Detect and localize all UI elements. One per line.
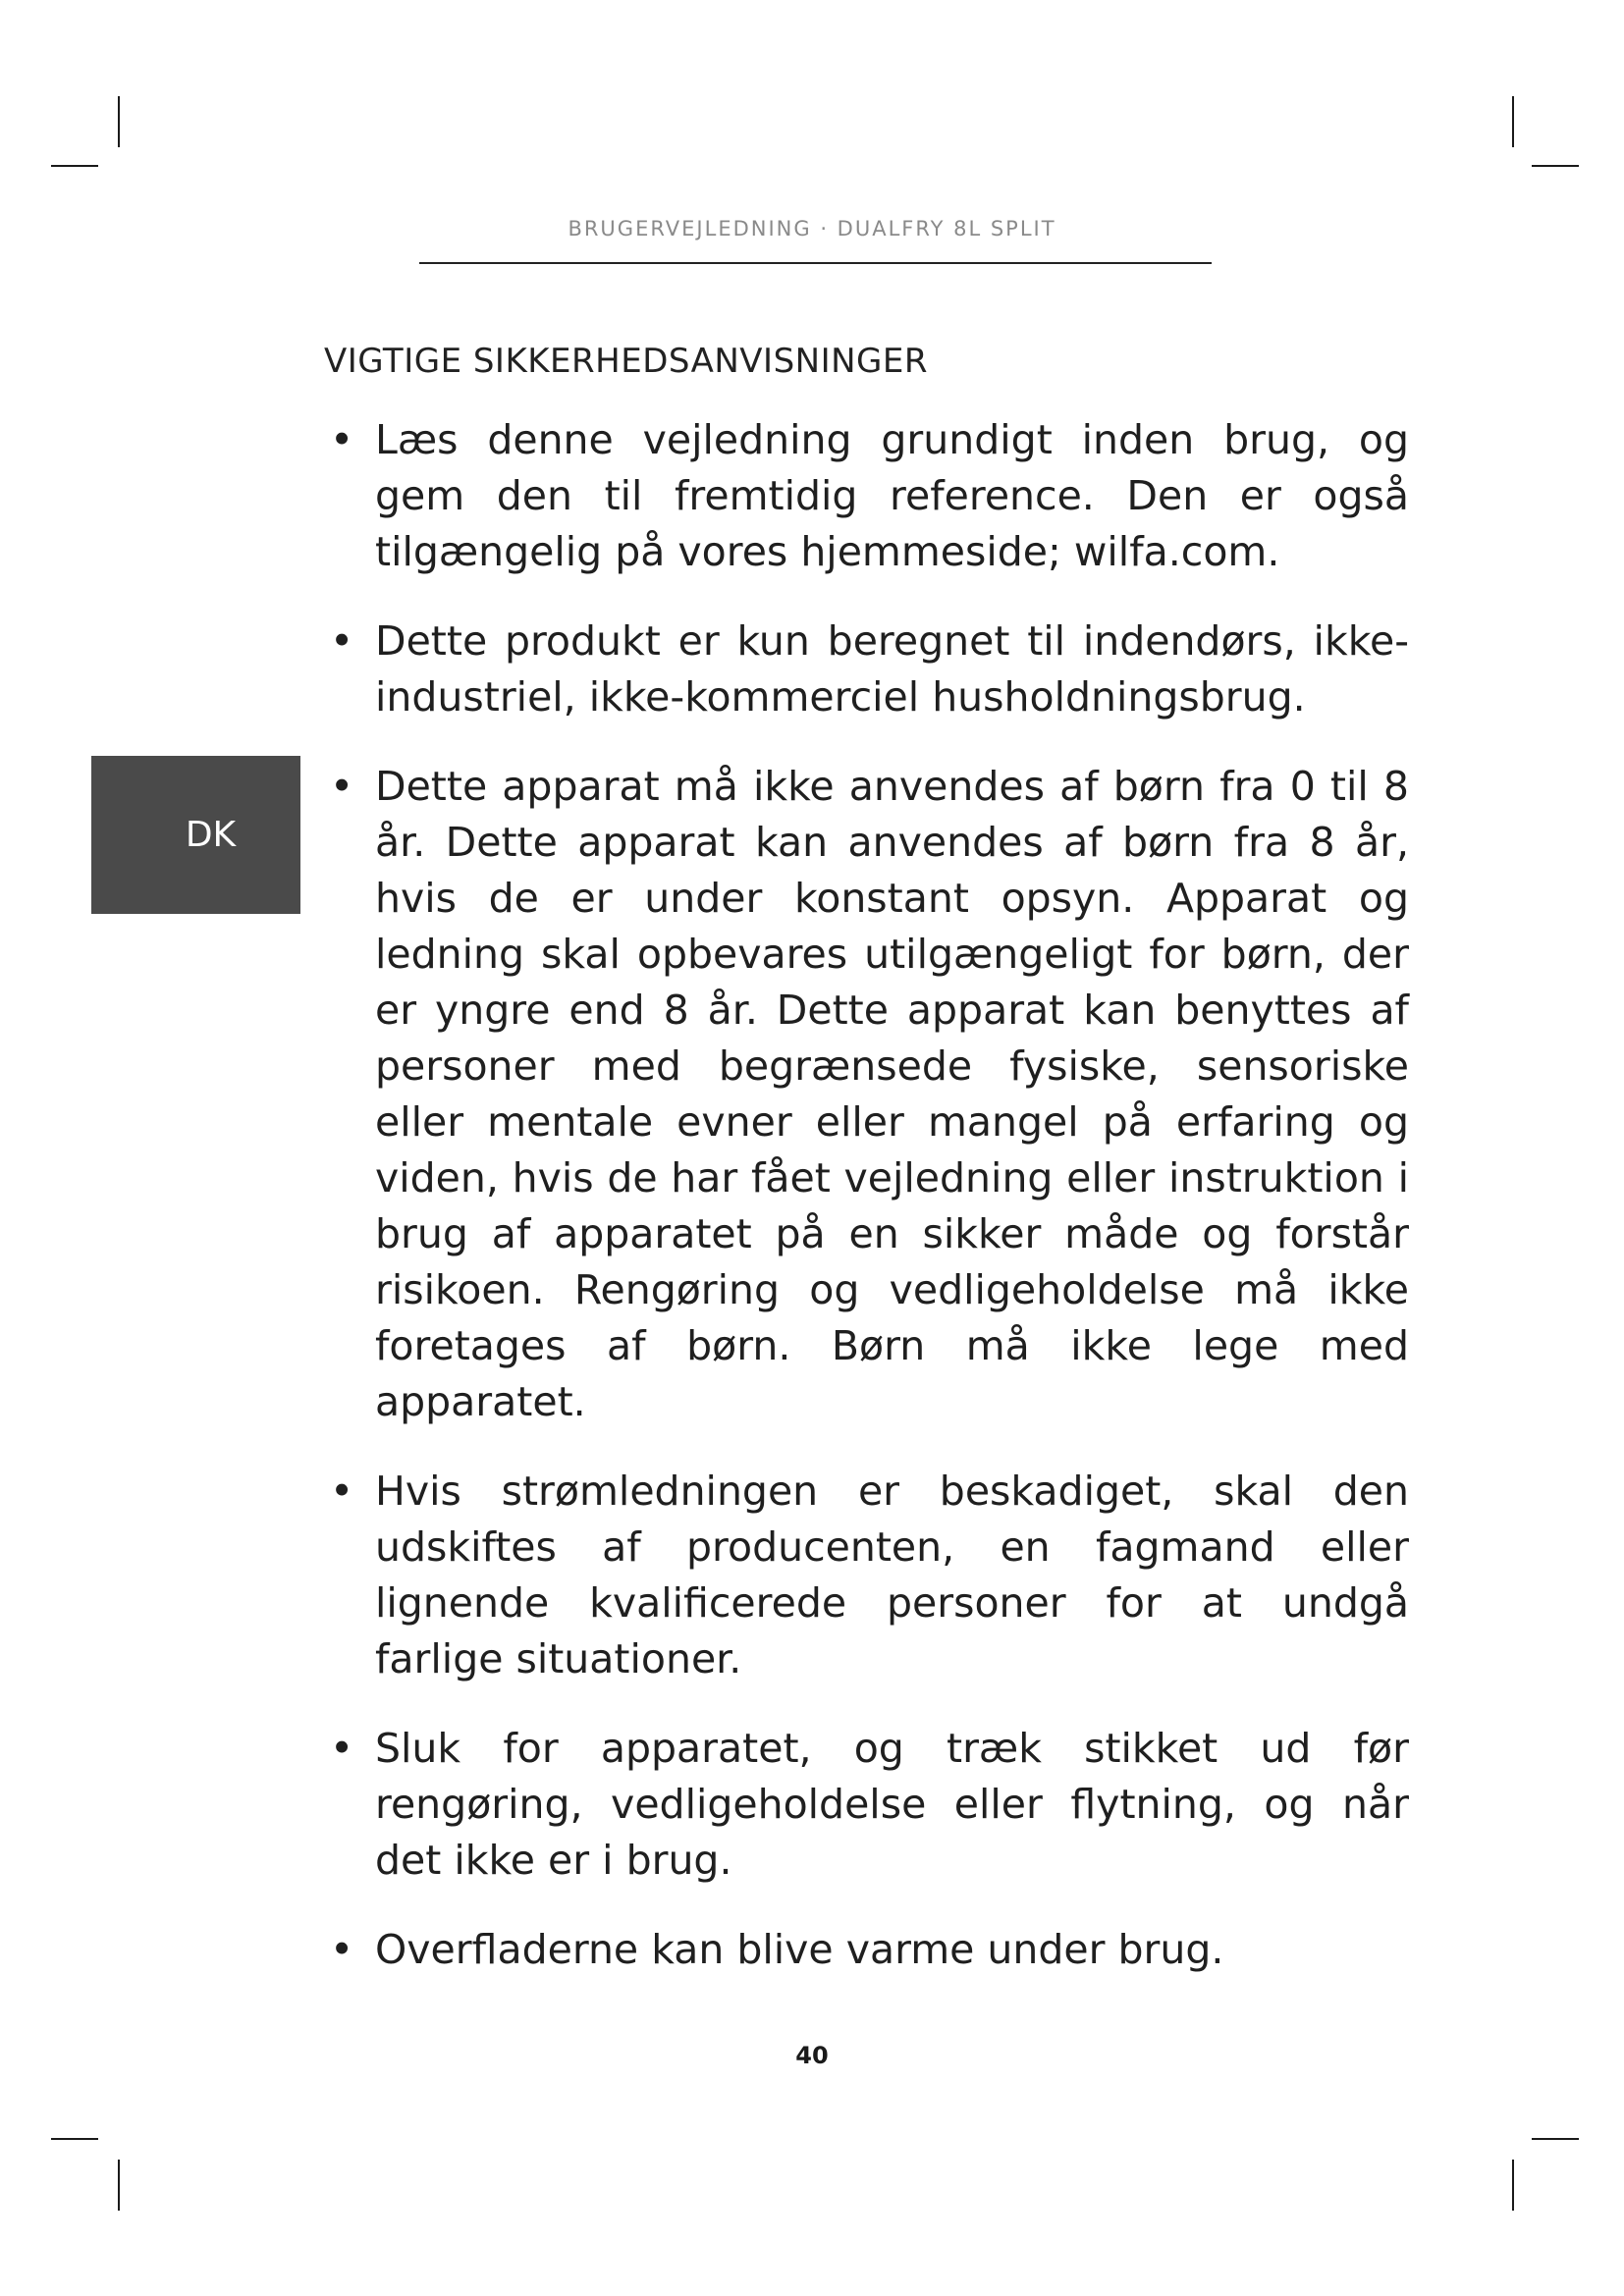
bullet-icon: • [330, 1725, 354, 1772]
list-item [324, 1922, 1409, 1978]
running-header: BRUGERVEJLEDNING · DUALFRY 8L SPLIT [568, 217, 1056, 240]
list-item-text: Hvis strømledningen er beskadiget, skal den udskiftes af producenten, en fagmand eller lignende kvalificerede personer for at undgå farlige situationer. [375, 1468, 1409, 1682]
list-item [324, 1464, 1409, 1687]
list-item-text: Dette produkt er kun beregnet til indendørs, ikke-industriel, ikke-kommerciel husholdningsbrug. [375, 617, 1409, 721]
list-item-text: Dette apparat må ikke anvendes af børn fra 0 til 8 år. Dette apparat kan anvendes af børn fra 8 år, hvis de er under konstant opsyn. Apparat og ledning skal opbevares utilgængeligt for børn, der er yngre end 8 år. Dette apparat kan benyttes af personer med begrænsede fysiske, sensoriske eller mentale evner eller mangel på erfaring og viden, hvis de har fået vejledning eller instruktion i brug af apparatet på en sikker måde og forstår risikoen. Rengøring og vedligeholdelse må ikke foretages af børn. Børn må ikke lege med apparatet. [375, 763, 1409, 1425]
header-rule [419, 262, 1212, 264]
safety-instructions-list [324, 412, 1409, 1978]
bullet-icon: • [330, 617, 354, 665]
list-item [324, 759, 1409, 1430]
bullet-icon: • [330, 1468, 354, 1515]
list-item-text: Læs denne vejledning grundigt inden brug, og gem den til fremtidig reference. Den er også tilgængelig på vores hjemmeside; wilfa.com. [375, 416, 1409, 575]
list-item [324, 412, 1409, 580]
bullet-icon: • [330, 1926, 354, 1973]
list-item [324, 614, 1409, 725]
list-item-text: Sluk for apparatet, og træk stikket ud før rengøring, vedligeholdelse eller flytning, og når det ikke er i brug. [375, 1725, 1409, 1884]
list-item [324, 1721, 1409, 1889]
page-number: 40 [795, 2042, 829, 2069]
crop-mark-bottom-right-h [1532, 2138, 1579, 2140]
crop-mark-top-left-h [51, 165, 98, 167]
list-item-text: Overfladerne kan blive varme under brug. [375, 1926, 1224, 1973]
crop-mark-bottom-right-v [1512, 2160, 1514, 2211]
section-title: VIGTIGE SIKKERHEDSANVISNINGER [324, 342, 929, 381]
crop-mark-top-left-v [118, 96, 120, 147]
crop-mark-top-right-h [1532, 165, 1579, 167]
crop-mark-bottom-left-h [51, 2138, 98, 2140]
bullet-icon: • [330, 416, 354, 463]
crop-mark-bottom-left-v [118, 2160, 120, 2211]
crop-mark-top-right-v [1512, 96, 1514, 147]
language-tab: DK [91, 756, 300, 914]
bullet-icon: • [330, 763, 354, 810]
